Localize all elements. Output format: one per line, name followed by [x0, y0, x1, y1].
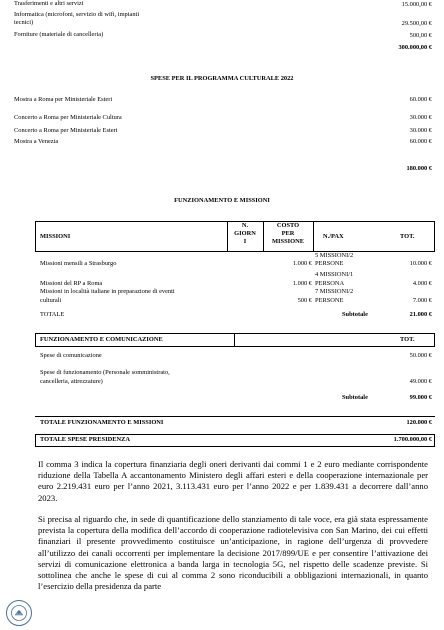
- communication-row-label: Spese di comunicazione: [40, 352, 102, 359]
- top-total-value: 300.000,00 €: [398, 44, 432, 51]
- table-rule: [35, 333, 36, 346]
- mission-pax: PERSONA: [315, 280, 345, 287]
- missions-header-costo: COSTO PER MISSIONE: [272, 222, 304, 245]
- communication-row-value: 49.000 €: [409, 378, 432, 385]
- table-rule: [234, 333, 235, 346]
- body-paragraph: Si precisa al riguardo che, in sede di quantificazione dello stanziamento di tale voce, era già stata espressamente prevista la copertura della modifica dell’accordo di cooperazione radiotelevisiva con San Marino, dei cui effetti finanziari il presente provvedimento costituisce un’anticipazione, in ragione dell’urgenza di provvedere all’utilizzo dei canali occorrenti per implementare la decisione 2017/899/UE e per consentire l’attivazione dei servizi di comunicazione elettronica a banda larga in tecnologia 5G, nel rispetto delle scadenze previste. Si sottolinea che anche le spese di cui al comma 2 sono riconducibili a obbligazioni internazionali, in quanto l’esercizio della presidenza da parte: [38, 514, 428, 592]
- missions-header-giorni: N. GIORN I: [234, 222, 256, 245]
- table-rule: [35, 333, 435, 334]
- mission-cost: 1.000 €: [292, 260, 312, 267]
- mission-pax-count: 4 MISSIONI/1: [315, 271, 354, 278]
- seal-icon: [6, 600, 32, 626]
- mission-cost: 1.000 €: [292, 280, 312, 287]
- missions-header-missioni: MISSIONI: [40, 233, 71, 240]
- table-rule: [35, 346, 435, 347]
- mission-pax-count: 7 MISSIONI/2: [315, 288, 354, 295]
- communication-section-title: FUNZIONAMENTO E COMUNICAZIONE: [40, 336, 163, 343]
- total-label: TOTALE FUNZIONAMENTO E MISSIONI: [40, 419, 164, 426]
- top-row-label: Informatica (microfoni, servizio di wifi, impianti: [14, 11, 140, 18]
- communication-subtotal-label: Subtotale: [342, 394, 368, 401]
- table-rule: [434, 333, 435, 346]
- table-rule: [35, 416, 435, 417]
- total-label: TOTALE SPESE PRESIDENZA: [40, 436, 130, 443]
- top-row-label: Trasferimenti e altri servizi: [14, 0, 84, 7]
- table-rule: [434, 434, 435, 446]
- table-rule: [35, 446, 435, 447]
- table-rule: [313, 221, 314, 251]
- communication-subtotal: 99.000 €: [409, 394, 432, 401]
- table-rule: [35, 251, 435, 252]
- mission-label: Missioni in località italiane in preparazione di eventi: [40, 288, 175, 295]
- cultural-row-value: 30.000 €: [409, 114, 432, 121]
- total-value: 1.700.000,00 €: [393, 436, 432, 443]
- top-row-value: 500,00 €: [409, 32, 432, 39]
- communication-row-label: Spese di funzionamento (Personale somministrato,: [40, 369, 170, 376]
- cultural-row-label: Mostra a Venezia: [14, 138, 59, 145]
- table-rule: [434, 221, 435, 251]
- missions-section-title: FUNZIONAMENTO E MISSIONI: [174, 197, 270, 204]
- total-value: 120.000 €: [406, 419, 432, 426]
- top-row-label-cont: tecnici): [14, 19, 34, 26]
- missions-subtotal-label: Subtotale: [342, 311, 368, 318]
- top-row-value: 15.000,00 €: [401, 1, 432, 8]
- cultural-row-label: Concerto a Roma per Ministeriale Esteri: [14, 127, 118, 134]
- mission-cost: 500 €: [297, 297, 312, 304]
- mission-pax: PERSONE: [315, 297, 344, 304]
- missions-subtotal: 21.000 €: [409, 311, 432, 318]
- cultural-total: 180.000 €: [406, 165, 432, 172]
- communication-row-value: 50.000 €: [409, 352, 432, 359]
- mission-total: 7.000 €: [412, 297, 432, 304]
- missions-header-pax: N./PAX: [323, 233, 344, 240]
- cultural-row-value: 60.000 €: [409, 138, 432, 145]
- mission-label: Missioni mensili a Strasburgo: [40, 260, 117, 267]
- missions-header-tot: TOT.: [400, 233, 415, 240]
- mission-pax-count: 5 MISSIONI/2: [315, 252, 354, 259]
- cultural-row-value: 30.000 €: [409, 127, 432, 134]
- table-rule: [35, 434, 435, 435]
- top-row-value: 29.500,00 €: [401, 20, 432, 27]
- mission-total: 4.000 €: [412, 280, 432, 287]
- mission-label-cont: culturali: [40, 297, 62, 304]
- mission-pax: PERSONE: [315, 260, 344, 267]
- table-rule: [35, 221, 36, 251]
- mission-label: Missioni del RP a Roma: [40, 280, 103, 287]
- communication-row-label-cont: cancelleria, attrezzature): [40, 378, 103, 385]
- cultural-section-title: SPESE PER IL PROGRAMMA CULTURALE 2022: [150, 75, 294, 82]
- cultural-row-value: 60.000 €: [409, 96, 432, 103]
- mission-total: 10.000 €: [409, 260, 432, 267]
- communication-header-tot: TOT.: [400, 336, 415, 343]
- body-paragraph: Il comma 3 indica la copertura finanziaria degli oneri derivanti dai commi 1 e 2 euro mediante corrispondente riduzione della Tabella A accantonamento Ministero degli affari esteri e della cooperazione internazionale per euro 2.219.431 euro per l’anno 2021, 3.113.431 euro per l’anno 2022 e per 1.839.431 a decorrere dall’anno 2023.: [38, 459, 428, 503]
- seal-emblem-icon: [7, 601, 31, 625]
- missions-total-label: TOTALE: [40, 311, 65, 318]
- cultural-row-label: Mostra a Roma per Ministeriale Esteri: [14, 96, 113, 103]
- top-row-label: Forniture (materiale di cancelleria): [14, 31, 104, 38]
- cultural-row-label: Concerto a Roma per Ministeriale Cultura: [14, 114, 122, 121]
- table-rule: [35, 434, 36, 446]
